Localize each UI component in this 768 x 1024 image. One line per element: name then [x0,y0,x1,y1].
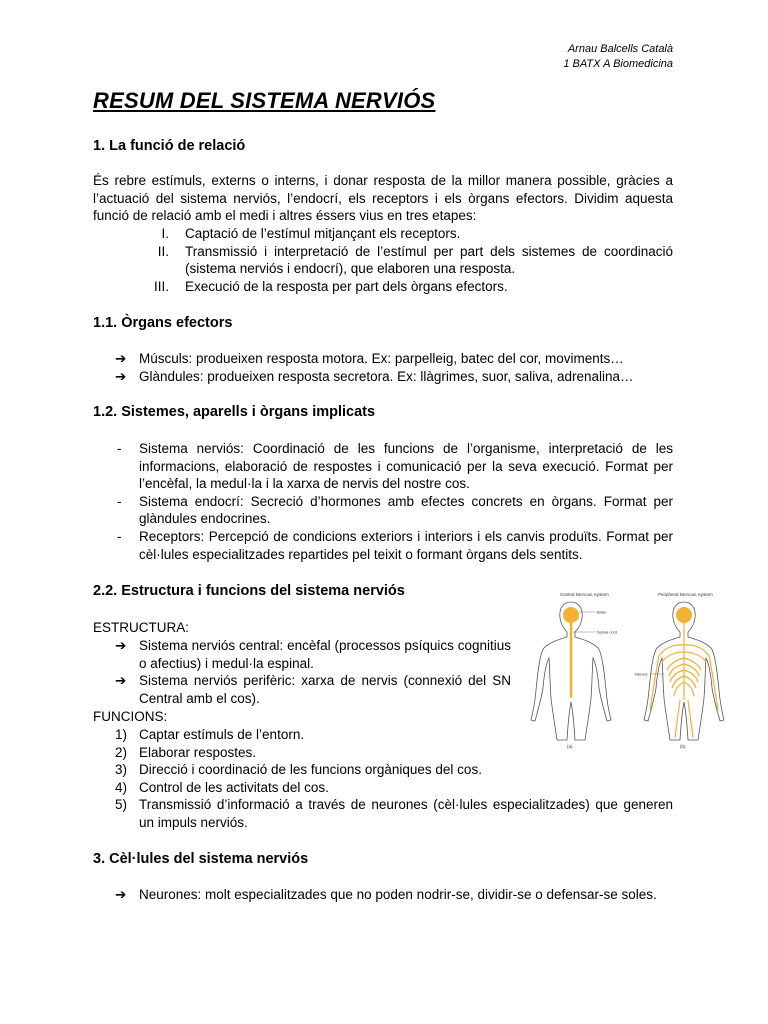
section-1-heading: 1. La funció de relació [93,138,246,154]
funcions-label: FUNCIONS: [93,709,168,724]
systems-list [93,440,673,563]
cells-list [93,886,673,904]
label-nerves: Nerves [635,671,648,677]
dash-bullet-icon: - [117,441,122,456]
section-3-heading: 3. Cèl·lules del sistema nerviós [93,851,309,867]
list-item: III. Execució de la resposta per part dels òrgans efectors. [153,278,508,294]
list-item: ➔ Glàndules: produeixen resposta secretora. Ex: llàgrimes, suor, saliva, adrenalina… [115,368,634,384]
arrow-bullet-icon: ➔ [115,887,127,902]
list-item: ➔ Sistema nerviós central: encèfal (processos psíquics cognitius o afectius) i medul·la espinal. [115,638,511,671]
author-name: Arnau Balcells Català [567,43,673,55]
dash-bullet-icon: - [117,528,122,544]
nervous-system-figure [524,590,734,752]
arrow-bullet-icon: ➔ [115,368,127,384]
list-item: 1) Captar estímuls de l’entorn. [115,727,305,742]
list-item: - Sistema nerviós: Coordinació de les funcions de l’organisme, interpretació de les informacions, elaboració de respostes i comunicació per la seva execució. Format per l’encèfal, la medul·la i la xarxa de nervis del nostre cos. [117,441,673,492]
section-1-intro: És rebre estímuls, externs o interns, i donar resposta de la millor manera possible, gràcies a l’actuació del sistema nerviós, l’endocrí, els receptors i els òrgans efectors. Dividim aquesta funció de relació amb el medi i altres éssers vius en tres etapes: [93,173,673,224]
pns-nerve-network [650,607,718,738]
arrow-bullet-icon: ➔ [115,351,127,366]
figure-title-peripheral: Peripheral Nervous System [658,592,713,597]
list-item: 2) Elaborar respostes. [115,744,257,760]
list-item: - Receptors: Percepció de condicions exteriors i interiors i els canvis produïts. Format per cèl·lules especialitzades repartides pel teixit o formant òrgans dels sentits. [117,528,673,562]
list-item: II. Transmissió i interpretació de l’estímul per part dels sistemes de coordinació (sistema nerviós i endocrí), que elaboren una resposta. [157,243,673,277]
section-1-2-heading: 1.2. Sistemes, aparells i òrgans implicats [93,404,376,420]
dash-bullet-icon: - [117,493,122,509]
stages-list [93,225,673,295]
document-title: RESUM DEL SISTEMA NERVIÓS [93,88,436,113]
label-brain: Brain [597,609,607,615]
arrow-bullet-icon: ➔ [115,673,127,689]
caption-b: (b) [680,744,686,749]
section-1-1-heading: 1.1. Òrgans efectors [93,315,233,331]
list-item: 3) Direcció i coordinació de les funcions orgàniques del cos. [115,762,482,778]
estructura-label: ESTRUCTURA: [93,620,190,635]
list-item: I. Captació de l’estímul mitjançant els receptors. [161,226,461,241]
list-item: ➔ Neurones: molt especialitzades que no poden nodrir-se, dividir-se o defensar-se soles. [115,887,657,902]
list-item: ➔ Sistema nerviós perifèric: xarxa de nervis (connexió del SN Central amb el cos). [115,673,511,706]
author-class: 1 BATX A Biomedicina [563,58,673,70]
list-item: 4) Control de les activitats del cos. [115,779,329,795]
arrow-bullet-icon: ➔ [115,638,127,653]
list-item: ➔ Músculs: produeixen resposta motora. Ex: parpelleig, batec del cor, moviments… [115,351,624,366]
caption-a: (a) [567,744,573,749]
author-block [563,42,673,72]
list-item: - Sistema endocrí: Secreció d’hormones amb efectes concrets en òrgans. Format per glàndules endocrines. [117,493,673,527]
label-spinal-cord: Spinal cord [597,629,618,635]
figure-title-central: Central Nervous System [560,592,609,597]
estructura-list [93,637,511,707]
list-item: 5) Transmissió d’informació a través de neurones (cèl·lules especialitzades) que generen un impuls nerviós. [115,797,673,830]
section-2-2-heading: 2.2. Estructura i funcions del sistema nerviós [93,583,405,599]
effector-list [93,350,683,385]
